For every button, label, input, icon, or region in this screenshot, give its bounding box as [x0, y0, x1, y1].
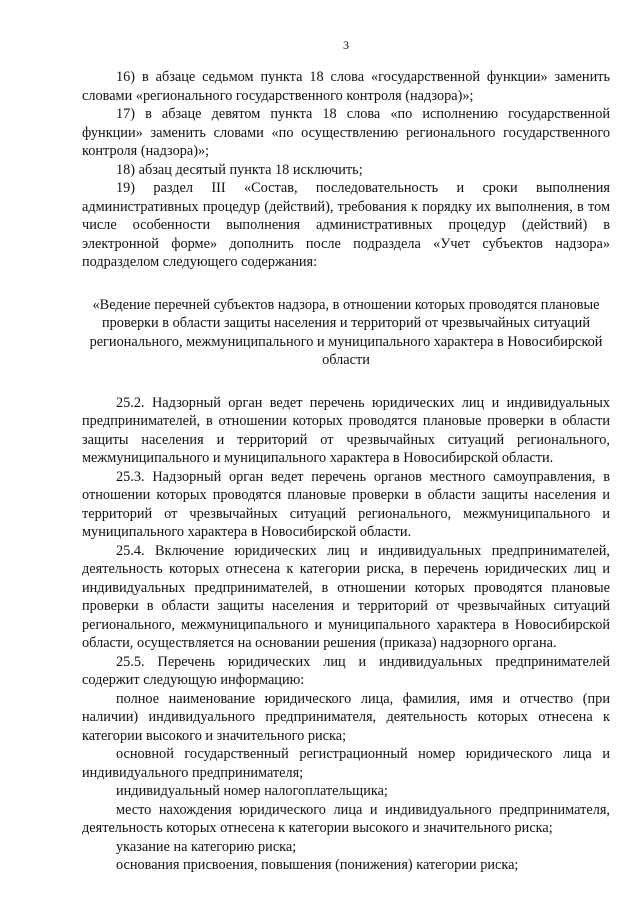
clause: 25.2. Надзорный орган ведет перечень юридических лиц и индивидуальных предпринимателей, в отношении которых проводятся плановые проверки в области защиты населения и территорий от чрезвычайных ситуаций регионального, межмуниципального и муниципального характера в Новосибирской области.	[82, 394, 610, 466]
section-heading: «Ведение перечней субъектов надзора, в отношении которых проводятся плановые проверки в области защиты населения и территорий от чрезвычайных ситуаций регионального, межмуниципального и муниципального характера в Новосибирской области	[89, 296, 603, 368]
clause: 25.5. Перечень юридических лиц и индивидуальных предпринимателей содержит следующую информацию:	[82, 653, 610, 688]
clause: индивидуальный номер налогоплательщика;	[116, 783, 388, 799]
clause: 25.4. Включение юридических лиц и индивидуальных предпринимателей, деятельность которых отнесена к категории риска, в перечень юридических лиц и индивидуальных предпринимателей, в отношении которых проводятся плановые проверки в области защиты населения и территорий от чрезвычайных ситуаций регионального, межмуниципального и муниципального характера в Новосибирской области, осуществляется на основании решения (приказа) надзорного органа.	[82, 542, 610, 651]
page-number: 3	[343, 38, 349, 52]
paragraph: 17) в абзаце девятом пункта 18 слова «по исполнению государственной функции» заменить словами «по осуществлению регионального государственного контроля (надзора)»;	[82, 106, 610, 159]
paragraph: 18) абзац десятый пункта 18 исключить;	[116, 161, 363, 178]
clause: основной государственный регистрационный номер юридического лица и индивидуального предпринимателя;	[82, 746, 610, 781]
paragraph: 19) раздел III «Состав, последовательность и сроки выполнения административных процедур (действий), требования к порядку их выполнения, в том числе особенности выполнения административных процедур (действий) в электронной форме» дополнить после подраздела «Учет субъектов надзора» подразделом следующего содержания:	[82, 180, 610, 270]
clause: полное наименование юридического лица, фамилия, имя и отчество (при наличии) индивидуального предпринимателя, деятельность которых отнесена к категории высокого и значительного риска;	[82, 690, 610, 744]
clause: указание на категорию риска;	[116, 838, 297, 855]
paragraph: 16) в абзаце седьмом пункта 18 слова «государственной функции» заменить словами «регионального государственного контроля (надзора)»;	[82, 69, 610, 104]
clause: основания присвоения, повышения (понижения) категории риска;	[116, 857, 519, 873]
clause: место нахождения юридического лица и индивидуального предпринимателя, деятельность которых отнесена к категории высокого и значительного риска;	[82, 801, 610, 836]
clause: 25.3. Надзорный орган ведет перечень органов местного самоуправления, в отношении которых проводятся плановые проверки в области защиты населения и территорий от чрезвычайных ситуаций регионального, межмуниципального и муниципального характера в Новосибирской области.	[82, 468, 610, 540]
document-body	[82, 68, 610, 875]
